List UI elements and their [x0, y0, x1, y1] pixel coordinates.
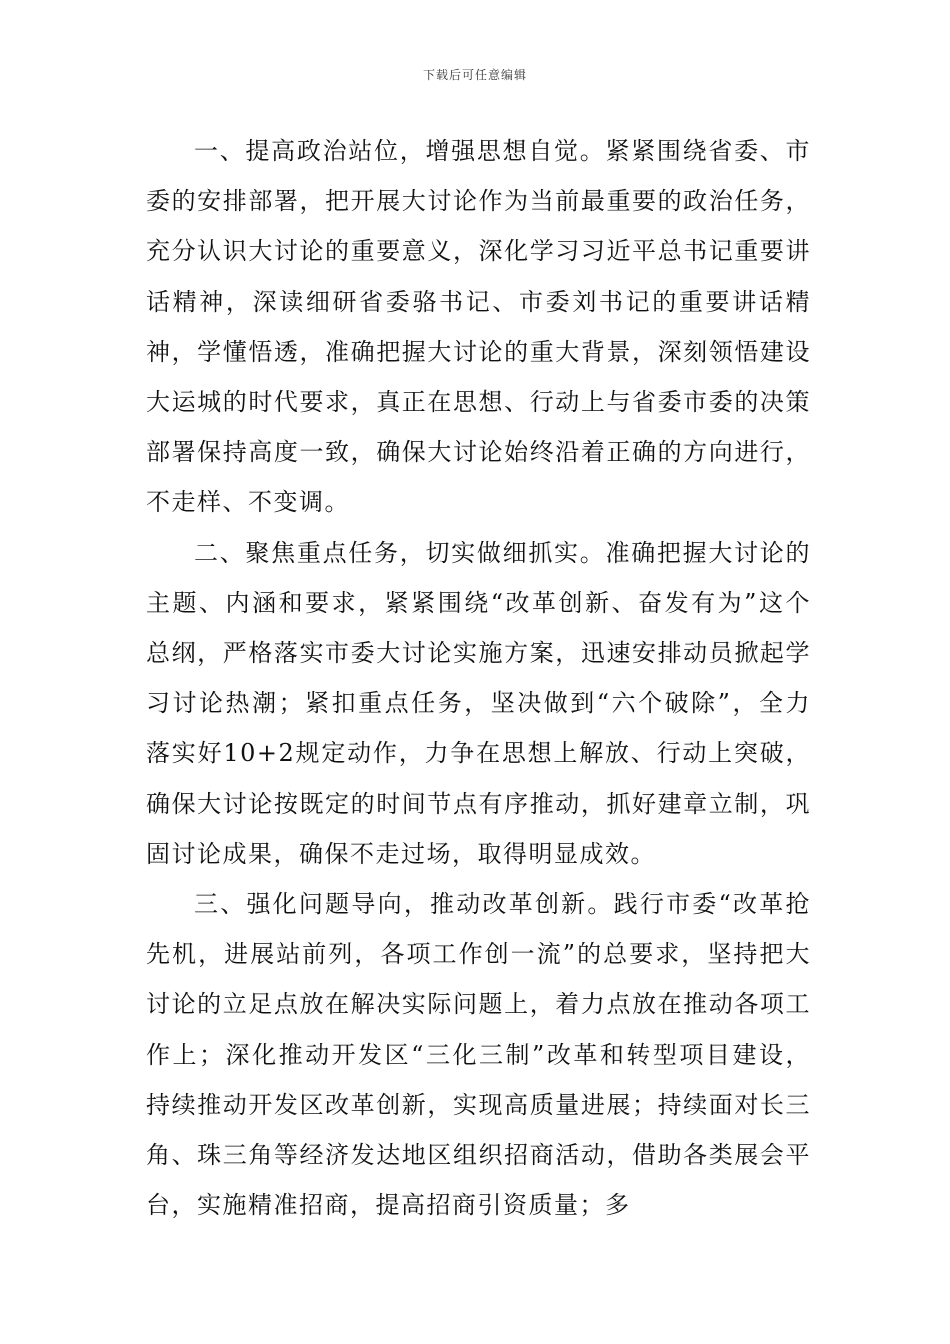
paragraph-3: 三、强化问题导向，推动改革创新。践行市委“改革抢先机，进展站前列，各项工作创一流”的总要求，坚持把大讨论的立足点放在解决实际问题上，着力点放在推动各项工作上；深化推动开发区“三化三制”改革和转型项目建设，持续推动开发区改革创新，实现高质量进展；持续面对长三角、珠三角等经济发达地区组织招商活动，借助各类展会平台，实施精准招商，提高招商引资质量；多	[146, 890, 811, 1220]
document-body	[146, 126, 811, 1230]
page-header-note: 下载后可任意编辑	[422, 68, 527, 82]
paragraph-2: 二、聚焦重点任务，切实做细抓实。准确把握大讨论的主题、内涵和要求，紧紧围绕“改革创新、奋发有为”这个总纲，严格落实市委大讨论实施方案，迅速安排动员掀起学习讨论热潮；紧扣重点任务，坚决做到“六个破除”，全力落实好10+2规定动作，力争在思想上解放、行动上突破，确保大讨论按既定的时间节点有序推动，抓好建章立制，巩固讨论成果，确保不走过场，取得明显成效。	[146, 538, 811, 868]
paragraph-1: 一、提高政治站位，增强思想自觉。紧紧围绕省委、市委的安排部署，把开展大讨论作为当前最重要的政治任务，充分认识大讨论的重要意义，深化学习习近平总书记重要讲话精神，深读细研省委骆书记、市委刘书记的重要讲话精神，学懂悟透，准确把握大讨论的重大背景，深刻领悟建设大运城的时代要求，真正在思想、行动上与省委市委的决策部署保持高度一致，确保大讨论始终沿着正确的方向进行，不走样、不变调。	[146, 137, 811, 517]
